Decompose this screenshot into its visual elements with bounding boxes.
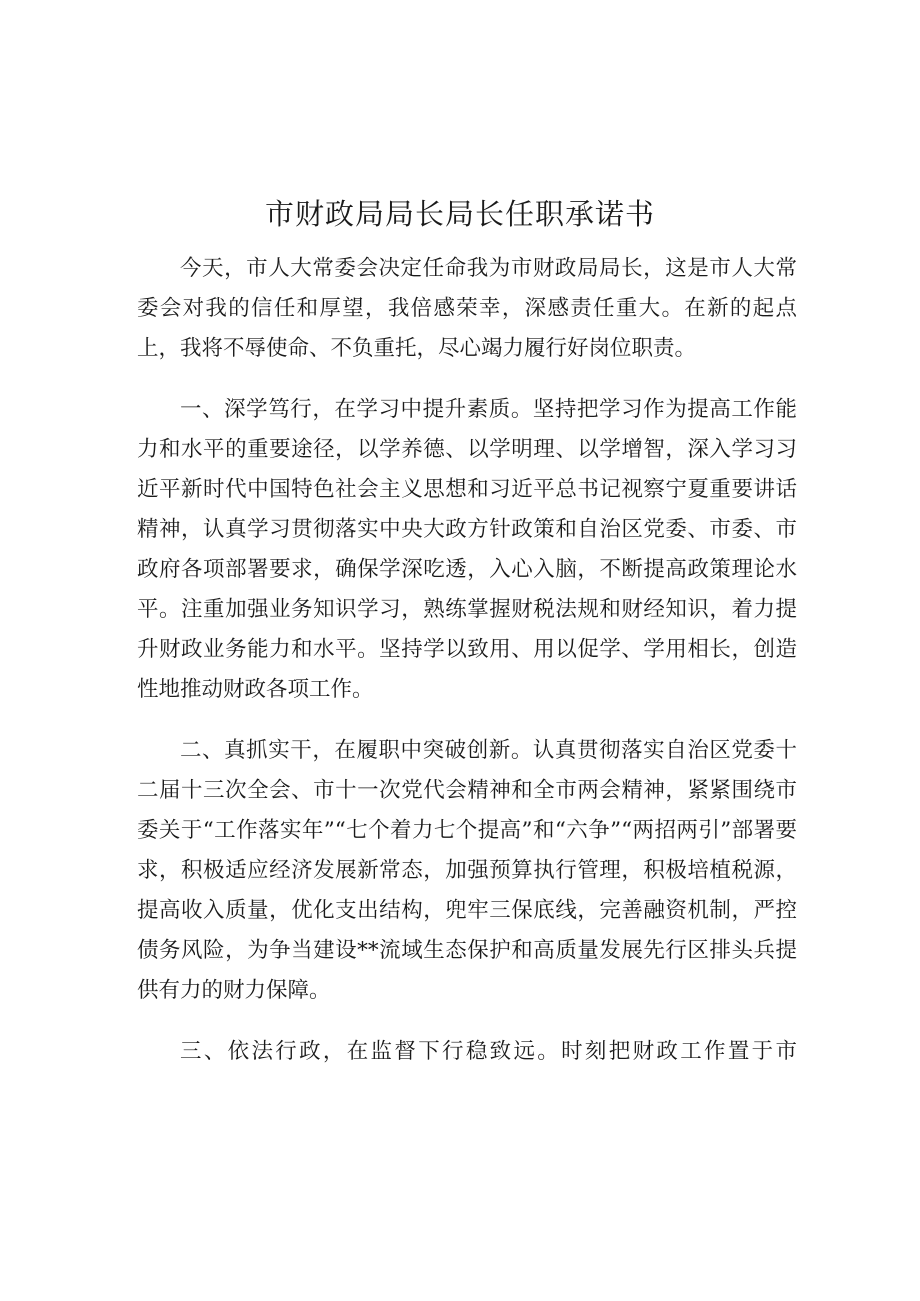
paragraph-intro: 今天，市人大常委会决定任命我为市财政局局长，这是市人大常委会对我的信任和厚望，我倍感荣幸，深感责任重大。在新的起点上，我将不辱使命、不负重托，尽心竭力履行好岗位职责。 (137, 256, 797, 361)
document-title: 市财政局局长局长任职承诺书 (264, 197, 655, 231)
paragraph-section-one: 一、深学笃行，在学习中提升素质。坚持把学习作为提高工作能力和水平的重要途径，以学养德、以学明理、以学增智，深入学习习近平新时代中国特色社会主义思想和习近平总书记视察宁夏重要讲话精神，认真学习贯彻落实中央大政方针政策和自治区党委、市委、市政府各项部署要求，确保学深吃透，入心入脑，不断提高政策理论水平。注重加强业务知识学习，熟练掌握财税法规和财经知识，着力提升财政业务能力和水平。坚持学以致用、用以促学、学用相长，创造性地推动财政各项工作。 (137, 397, 797, 702)
paragraph-section-two: 二、真抓实干，在履职中突破创新。认真贯彻落实自治区党委十二届十三次全会、市十一次党代会精神和全市两会精神，紧紧围绕市委关于“工作落实年”“七个着力七个提高”和“六争”“两招两引”部署要求，积极适应经济发展新常态，加强预算执行管理，积极培植税源，提高收入质量，优化支出结构，兜牢三保底线，完善融资机制，严控债务风险，为争当建设**流域生态保护和高质量发展先行区排头兵提供有力的财力保障。 (137, 738, 797, 1003)
document-body (137, 249, 797, 1093)
paragraph-section-three: 三、依法行政，在监督下行稳致远。时刻把财政工作置于市 (180, 1039, 797, 1064)
